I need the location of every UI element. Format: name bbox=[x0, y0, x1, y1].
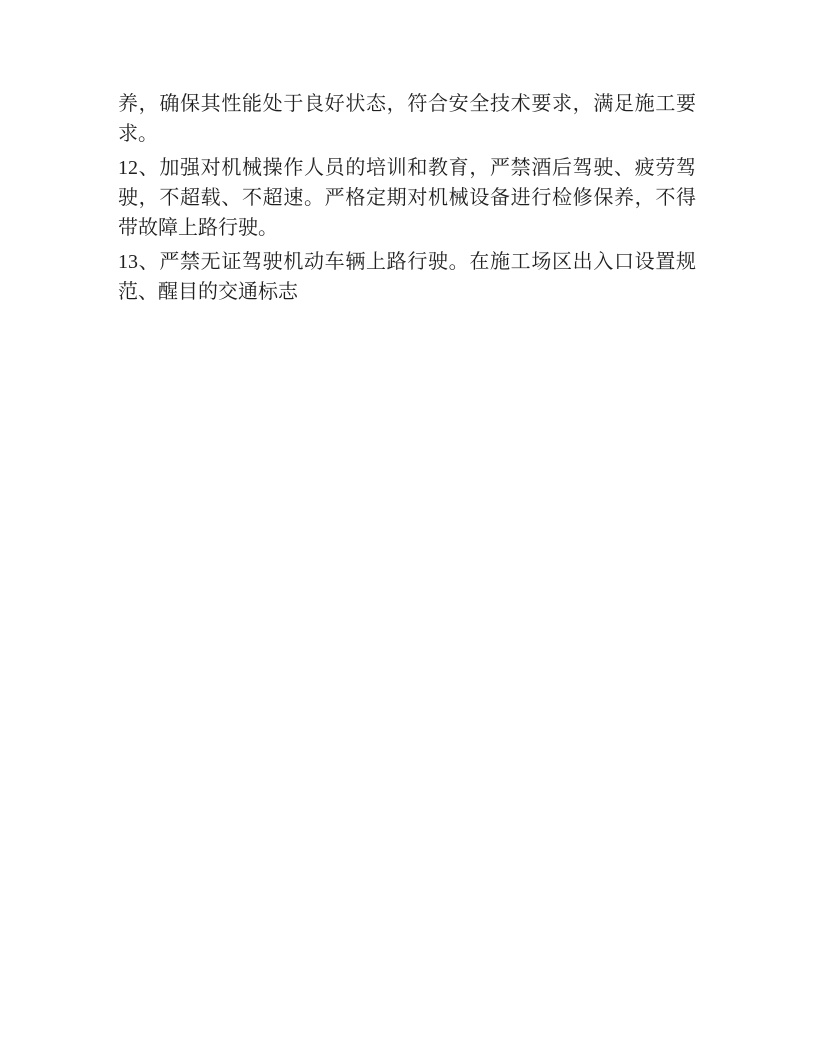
paragraph-item-13: 13、严禁无证驾驶机动车辆上路行驶。在施工场区出入口设置规范、醒目的交通标志 bbox=[118, 251, 696, 303]
paragraph-item-12: 12、加强对机械操作人员的培训和教育，严禁酒后驾驶、疲劳驾驶，不超载、不超速。严格定期对机械设备进行检修保养，不得带故障上路行驶。 bbox=[118, 157, 696, 239]
paragraph-continuation: 养，确保其性能处于良好状态，符合安全技术要求，满足施工要求。 bbox=[118, 93, 696, 145]
